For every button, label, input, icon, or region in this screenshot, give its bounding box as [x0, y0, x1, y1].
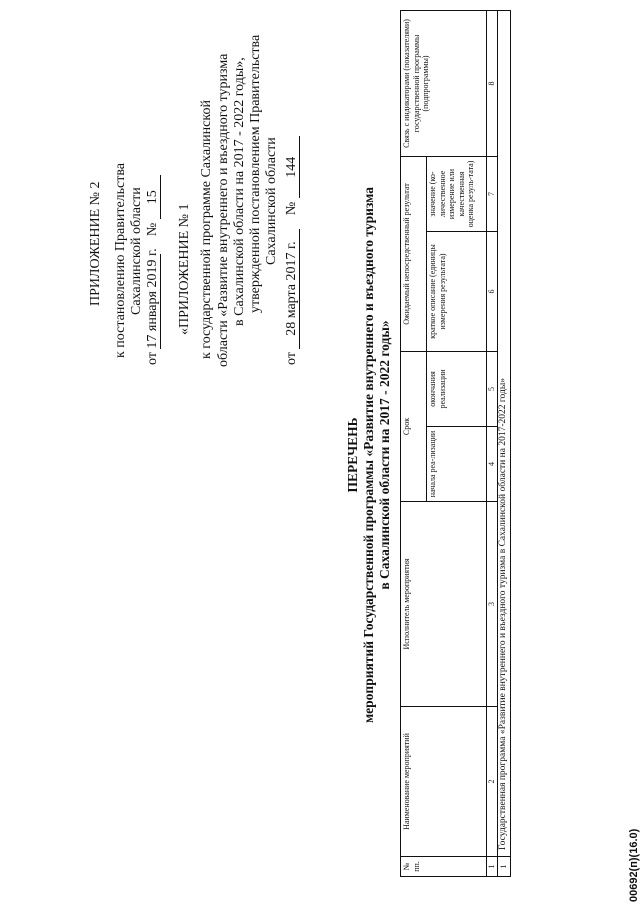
quoted-date: 28 марта 2017 г. [284, 229, 300, 349]
quoted-line-5: Сахалинской области [264, 137, 279, 265]
appendix-resolution-line: к постановлению Правительства [113, 162, 128, 358]
column-number: 2 [487, 707, 498, 857]
number-sign: № [145, 222, 160, 237]
date-prefix: от [145, 352, 160, 365]
header-col-link: Связь с индикаторами (показателями) государственной программы (подпрограммы) [401, 10, 487, 156]
program-row-number: 1 [497, 857, 510, 877]
quoted-line-1: к государственной программе Сахалинской [199, 100, 214, 359]
title-line-2: мероприятий Государственной программы «Развитие внутреннего и въездного туризма [361, 186, 376, 724]
appendix-number: 15 [145, 175, 161, 219]
quoted-line-4: утвержденной постановлением Правительства [248, 34, 263, 313]
column-number: 4 [487, 427, 498, 502]
header-col-executor: Исполнитель мероприятия [401, 502, 487, 707]
column-number: 3 [487, 502, 498, 707]
document-title [345, 105, 393, 805]
quoted-line-2: области «Развитие внутреннего и въездного туризма [216, 53, 231, 367]
quoted-date-line [282, 136, 301, 365]
column-numbers-row [487, 10, 498, 876]
column-number: 6 [487, 231, 498, 351]
appendix-title: ПРИЛОЖЕНИЕ № 2 [88, 181, 103, 306]
header-col-name: Наименование мероприятий [401, 707, 487, 857]
quoted-date-prefix: от [284, 352, 299, 365]
column-number: 5 [487, 351, 498, 426]
column-number: 7 [487, 156, 498, 231]
appendix-date: 17 января 2019 г. [145, 248, 160, 349]
header-term-end: окончания реализации [427, 351, 487, 426]
header-result-brief: краткое описание (единицы измерения результата) [427, 231, 487, 351]
header-row-1 [401, 10, 427, 876]
program-row [497, 10, 510, 876]
measures-table [400, 10, 511, 877]
column-number: 1 [487, 857, 498, 877]
header-col-result: Ожидаемый непосредственный результат [401, 156, 427, 351]
title-line-3: в Сахалинской области на 2017 - 2022 годы» [377, 320, 392, 590]
quoted-number-sign: № [284, 201, 299, 216]
quoted-number: 144 [284, 136, 300, 198]
column-number: 8 [487, 10, 498, 156]
header-col-term: Срок [401, 351, 427, 501]
header-result-value: значение (ко-личественное измерение или качественная оценка резуль-тата) [427, 156, 487, 231]
quoted-appendix-title: «ПРИЛОЖЕНИЕ № 1 [177, 203, 192, 335]
quoted-line-3: в Сахалинской области на 2017 - 2022 годы», [232, 57, 247, 326]
appendix-date-line [143, 175, 162, 365]
program-row-text: Государственная программа «Развитие внутреннего и въездного туризма в Сахалинской области на 2017-2022 годы» [497, 10, 510, 856]
header-col-no: № пп. [401, 857, 487, 877]
appendix-region-line: Сахалинской области [129, 187, 144, 315]
document-code: 00692(п)(16.0) [628, 828, 640, 902]
header-term-start: начала реа-лизации [427, 427, 487, 502]
title-line-1: ПЕРЕЧЕНЬ [345, 417, 360, 493]
